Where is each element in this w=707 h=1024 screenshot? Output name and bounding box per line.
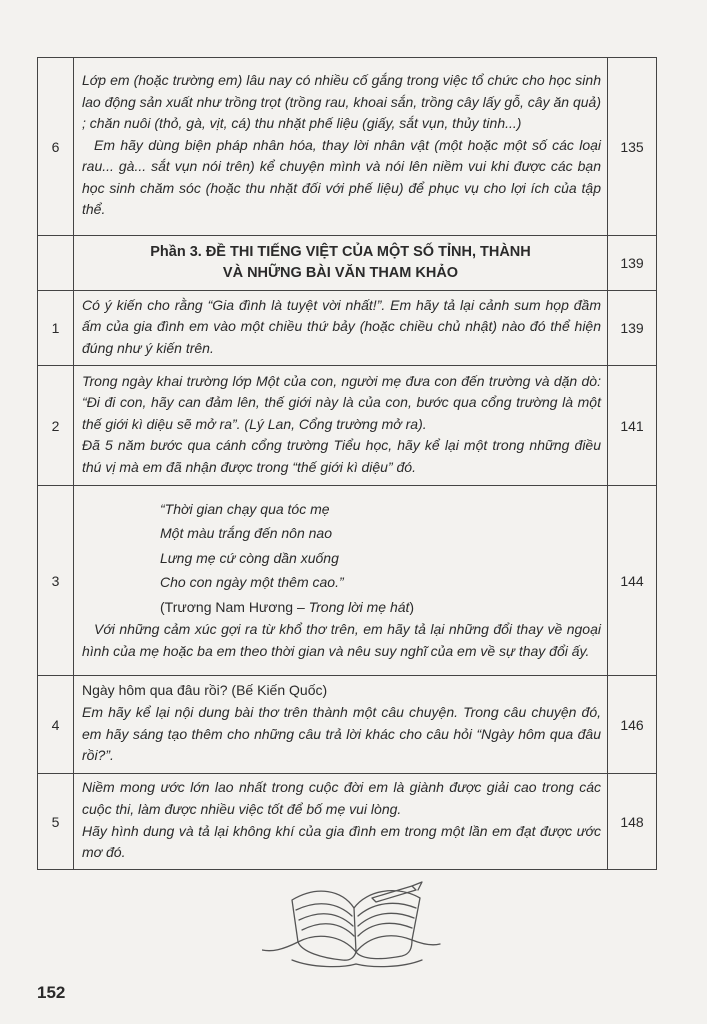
page-reference: 144 (608, 486, 657, 676)
page-reference: 141 (608, 366, 657, 486)
row-number: 6 (38, 58, 74, 236)
table-row (38, 774, 657, 870)
page-number: 152 (37, 983, 66, 1002)
section-title-line: VÀ NHỮNG BÀI VĂN THAM KHẢO (222, 265, 459, 281)
paragraph: Trong ngày khai trường lớp Một của con, người mẹ đưa con đến trường và dặn dò: “Đi đi con, hãy can đảm lên, thế giới này là của con, bước qua cổng trường là một thế giới kì diệu sẽ mở ra”. (Lý Lan, Cổng trường mở ra). (82, 372, 601, 432)
row-content (74, 676, 608, 774)
paragraph: Đã 5 năm bước qua cánh cổng trường Tiểu học, hãy kể lại một trong những điều thú vị mà em đã nhận được trong “thế giới kì diệu” đó. (82, 437, 601, 475)
contents-table (37, 57, 657, 870)
paragraph: Em hãy kể lại nội dung bài thơ trên thành một câu chuyện. Trong câu chuyện đó, em hãy sáng tạo thêm cho những câu trả lời khác cho câu hỏi “Ngày hôm qua đâu rồi?”. (82, 703, 601, 764)
row-content (74, 774, 608, 870)
row-number: 1 (38, 291, 74, 366)
poem-line: “Thời gian chạy qua tóc mẹ (160, 500, 330, 517)
row-content (74, 58, 608, 236)
row-number: 2 (38, 366, 74, 486)
row-number: 4 (38, 676, 74, 774)
row-number: 3 (38, 486, 74, 676)
row-content (74, 486, 608, 676)
paragraph: Lớp em (hoặc trường em) lâu nay có nhiều cố gắng trong việc tổ chức cho học sinh lao động sản xuất như trồng trọt (trồng rau, khoai sắn, trồng cây lấy gỗ, cây ăn quả) ; chăn nuôi (thỏ, gà, vịt, cá) thu nhặt phế liệu (giấy, sắt vụn, thủy tinh...) (82, 71, 601, 132)
paragraph: Với những cảm xúc gợi ra từ khổ thơ trên, em hãy tả lại những đổi thay về ngoại hình của mẹ hoặc ba em theo thời gian và nêu suy nghĩ của em về sự thay đổi ấy. (82, 621, 601, 659)
table-row (38, 486, 657, 676)
paragraph: Em hãy dùng biện pháp nhân hóa, thay lời nhân vật (một hoặc một số các loại rau... gà... sắt vụn nói trên) kể chuyện mình và nói lên niềm vui khi được các bạn học sinh chăm sóc (hoặc thu nhặt đối với phế liệu) để phục vụ cho lợi ích của tập thể. (82, 136, 601, 218)
page-reference: 139 (608, 291, 657, 366)
paragraph: Ngày hôm qua đâu rồi? (Bế Kiến Quốc) (82, 682, 328, 699)
row-content (74, 291, 608, 366)
poem-line: Một màu trắng đến nôn nao (160, 525, 333, 542)
paragraph: Hãy hình dung và tả lại không khí của gia đình em trong một lần em đạt được ước mơ đó. (82, 822, 601, 861)
table-row (38, 58, 657, 236)
poem-line: Cho con ngày một thêm cao.” (160, 574, 344, 591)
poem-title: Trong lời mẹ hát (308, 598, 410, 615)
page-reference: 148 (608, 774, 657, 870)
page-reference: 135 (608, 58, 657, 236)
table-row (38, 366, 657, 486)
section-title-line: Phần 3. ĐỀ THI TIẾNG VIỆT CỦA MỘT SỐ TỈNH, THÀNH (150, 244, 531, 260)
table-row (38, 676, 657, 774)
page-reference: 146 (608, 676, 657, 774)
paragraph: Có ý kiến cho rằng “Gia đình là tuyệt vời nhất!”. Em hãy tả lại cảnh sum họp đầm ấm của gia đình em vào một chiều thứ bảy (hoặc chiều chủ nhật) nào đó thể hiện đúng như ý kiến trên. (82, 296, 601, 356)
poem-line: Lưng mẹ cứ còng dần xuống (160, 549, 339, 566)
poem (82, 497, 601, 595)
poem-source: (Trương Nam Hương – Trong lời mẹ hát) (160, 598, 415, 615)
table-row (38, 291, 657, 366)
row-content (74, 366, 608, 486)
page-reference: 139 (608, 236, 657, 291)
open-book-icon (262, 880, 442, 970)
section-title (74, 236, 608, 291)
paragraph: Niềm mong ước lớn lao nhất trong cuộc đời em là giành được giải cao trong các cuộc thi, làm được nhiều việc tốt để bố mẹ vui lòng. (82, 779, 601, 817)
section-row (38, 236, 657, 291)
row-number: 5 (38, 774, 74, 870)
